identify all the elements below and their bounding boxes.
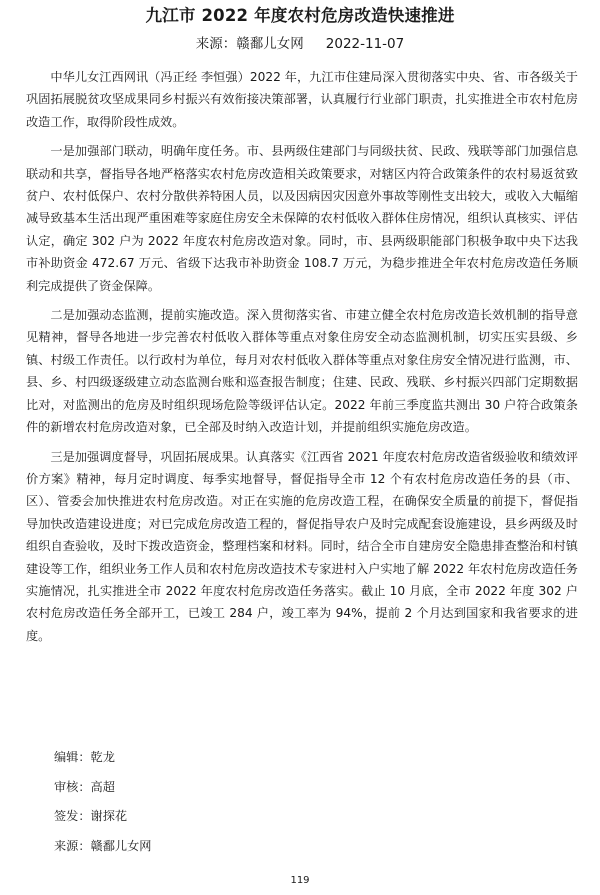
paragraph-2: 二是加强动态监测，提前实施改造。深入贯彻落实省、市建立健全农村危房改造长效机制的指导意见精神，督导各地进一步完善农村低收入群体等重点对象住房安全动态监测机制，切实压实县级、乡镇、村级工作责任。以行政村为单位，每月对农村低收入群体等重点对象住房安全情况进行监测，市、县、乡、村四级逐级建立动态监测台账和巡查报告制度；住建、民政、残联、乡村振兴四部门定期数据比对，对监测出的危房及时组织现场危险等级评估认定。2022 年前三季度监共测出 30 户符合政策条件的新增农村危房改造对象，已全部及时纳入改造计划，并提前组织实施危房改造。 xyxy=(26,308,578,435)
page-number: 119 xyxy=(290,875,310,886)
credit-editor: 编辑：乾龙 xyxy=(54,750,115,764)
article-title: 九江市 2022 年度农村危房改造快速推进 xyxy=(145,6,455,25)
article-body xyxy=(26,66,578,654)
paragraph-3: 三是加强调度督导，巩固拓展成果。认真落实《江西省 2021 年度农村危房改造省级验收和绩效评价方案》精神，每月定时调度、每季实地督导，督促指导全市 12 个有农村危房改造任务的县（市、区）、管委会加快推进农村危房改造。对正在实施的危房改造工程，在确保安全质量的前提下，督促指导加快改造建设进度；对已完成危房改造工程的，督促指导农户及时完成配套设施建设，县乡两级及时组织自查验收，及时下拨改造资金，整理档案和材料。同时，结合全市自建房安全隐患排查整治和村镇建设等工作，组织业务工作人员和农村危房改造技术专家进村入户实地了解 2022 年农村危房改造任务实施情况，扎实推进全市 2022 年度农村危房改造任务落实。截止 10 月底，全市 2022 年度 302 户农村危房改造任务全部开工，已竣工 284 户，竣工率为 94%，提前 2 个月达到国家和我省要求的进度。 xyxy=(26,449,578,643)
article-meta xyxy=(0,34,600,54)
credit-reviewer: 审核：高超 xyxy=(54,779,115,794)
article-source: 来源：赣鄱儿女网 xyxy=(195,36,304,52)
credit-approver: 签发：谢探花 xyxy=(54,809,128,823)
article-date: 2022-11-07 xyxy=(325,36,405,52)
paragraph-1: 一是加强部门联动，明确年度任务。市、县两级住建部门与同级扶贫、民政、残联等部门加强信息联动和共享，督指导各地严格落实农村危房改造相关政策要求，对辖区内符合政策条件的农村易返贫致贫户、农村低保户、农村分散供养特困人员，以及因病因灾因意外事故等刚性支出较大，或收入大幅缩减导致基本生活出现严重困难等家庭住房安全未保障的农村低收入群体住房情况，组织认真核实、评估认定，确定 302 户为 2022 年度农村危房改造对象。同时，市、县两级职能部门积极争取中央下达我市补助资金 472.67 万元、省级下达我市补助资金 108.7 万元，为稳步推进全年农村危房改造任务顺利完成提供了资金保障。 xyxy=(26,144,578,293)
credit-source: 来源：赣鄱儿女网 xyxy=(54,838,152,853)
credits-block xyxy=(54,743,152,861)
paragraph-intro: 中华儿女江西网讯（冯正经 李恒强）2022 年，九江市住建局深入贯彻落实中央、省、市各级关于巩固拓展脱贫攻坚成果同乡村振兴有效衔接决策部署，认真履行行业部门职责，扎实推进全市农村危房改造工作，取得阶段性成效。 xyxy=(26,70,578,129)
